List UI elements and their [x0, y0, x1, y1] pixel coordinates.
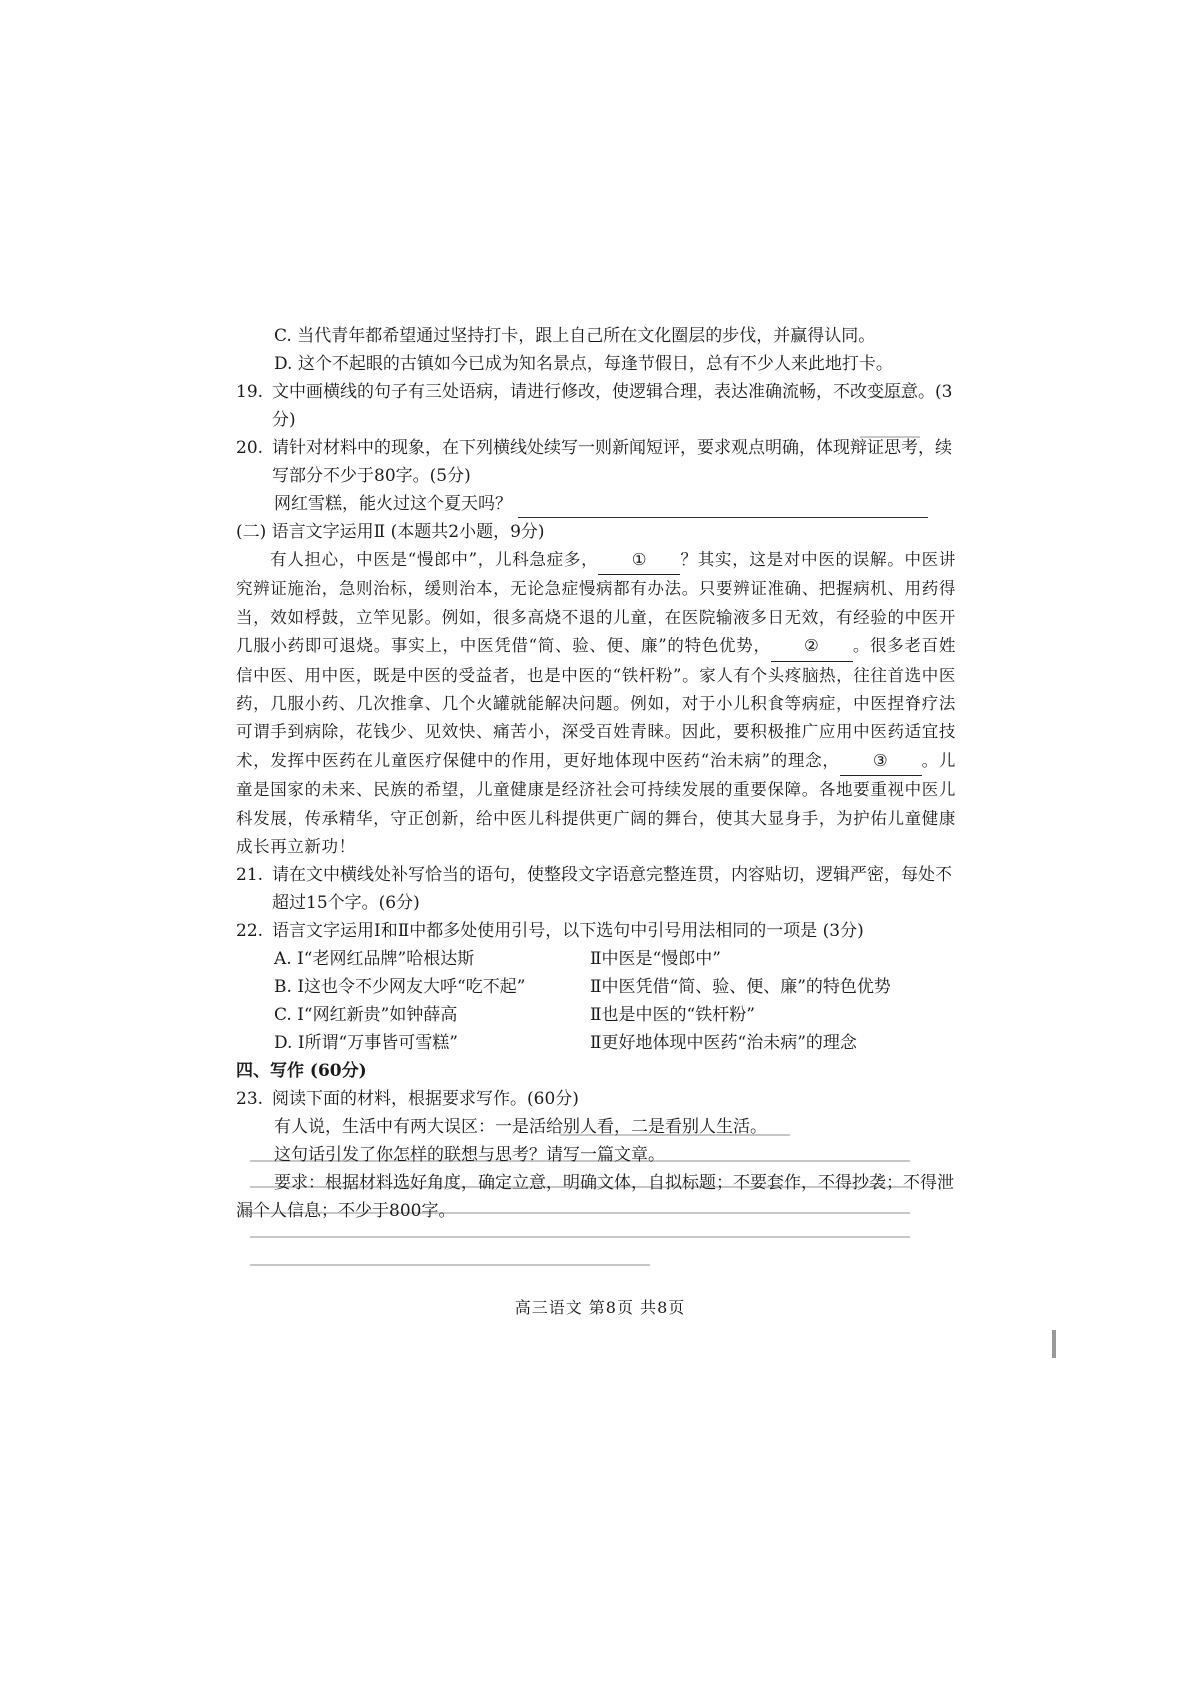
option-letter: C.: [274, 326, 292, 346]
page-footer: 高三语文 第8页 共8页: [514, 1298, 686, 1317]
q22-option-b: [236, 973, 956, 1001]
option-text: 当代青年都希望通过坚持打卡，跟上自己所在文化圈层的步伐，并赢得认同。: [297, 326, 876, 346]
passage-text: 有人担心，中医是“慢郎中”，儿科急症多，: [270, 550, 599, 569]
option-letter: B.: [274, 977, 292, 998]
passage-text: 。很多老百姓信中医、用中医，既是中医的受益者，也是中医的“铁杆粉”。家人有个头疼脑热，往往首选中医药，几服小药、几次推拿、几个火罐就能解决问题。例如，对于小儿积食等病症，中医捏脊疗法可谓手到病除，花钱少、见效快、痛苦小，深受百姓青睐。因此，要积极推广应用中医药适宜技术，发挥中医药在儿童医疗保健中的作用，更好地体现中医药“治未病”的理念，: [236, 636, 956, 770]
option-right: Ⅱ也是中医的“铁杆粉”: [590, 1005, 755, 1026]
requirements-text: 要求：根据材料选好角度，确定立意，明确文体，自拟标题；不要套作，不得抄袭；不得泄漏个人信息；不少于800字。: [236, 1173, 954, 1222]
prompt-text: 这句话引发了你怎样的联想与思考？请写一篇文章。: [274, 1145, 665, 1166]
scan-noise: [1052, 1330, 1056, 1358]
blank-2: ②: [771, 632, 853, 661]
passage-text: ？其实，这是对中医的误解。中医讲究辨证施治，急则治标，缓则治本，无论急症慢病都有办法。只要辨证准确、把握病机、用药得当，效如桴鼓，立竿见影。例如，很多高烧不退的儿童，在医院输液多日无效，有经验的中医开几服小药即可退烧。事实上，中医凭借“简、验、便、廉”的特色优势，: [236, 550, 956, 656]
option-left: Ⅰ“老网红品牌”哈根达斯: [297, 949, 475, 970]
question-20: [236, 434, 956, 490]
reading-passage: [236, 546, 956, 861]
option-left: Ⅰ“网红新贵”如钟薛高: [297, 1005, 458, 1026]
option-left: Ⅰ这也令不少网友大呼“吃不起”: [297, 977, 526, 998]
question-number: 21.: [236, 865, 264, 886]
q18-option-d: [236, 350, 956, 378]
exam-content: [236, 322, 956, 1225]
question-text: 请针对材料中的现象，在下列横线处续写一则新闻短评，要求观点明确，体现辩证思考，续写部分不少于80字。(5分): [272, 438, 952, 486]
option-text: 这个不起眼的古镇如今已成为知名景点，每逢节假日，总有不少人来此地打卡。: [297, 354, 893, 374]
option-right: Ⅱ更好地体现中医药“治未病”的理念: [590, 1033, 857, 1054]
section-4-heading: [236, 1057, 956, 1085]
scan-noise: [250, 1236, 910, 1238]
passage-text: 。儿童是国家的未来、民族的希望，儿童健康是经济社会可持续发展的重要保障。各地要重视中医儿科发展，传承精华，守正创新，给中医儿科提供更广阔的舞台，使其大显身手，为护佑儿童健康成长再立新功！: [236, 750, 956, 857]
option-right: Ⅱ中医是“慢郎中”: [590, 949, 721, 970]
section-heading-text: (二) 语言文字运用Ⅱ (本题共2小题，9分): [236, 522, 545, 542]
q22-option-a: [236, 945, 956, 973]
question-number: 22.: [236, 921, 264, 942]
q18-option-c: [236, 322, 956, 350]
material-text: 有人说，生活中有两大误区：一是活给别人看，二是看别人生活。: [274, 1117, 767, 1138]
question-number: 20.: [236, 438, 264, 458]
q22-option-d: [236, 1029, 956, 1057]
news-comment-line: [236, 490, 956, 518]
question-text: 文中画横线的句子有三处语病，请进行修改，使逻辑合理，表达准确流畅，不改变原意。(3分): [272, 382, 953, 430]
option-letter: A.: [274, 949, 292, 970]
writing-requirements: [236, 1169, 956, 1225]
option-right: Ⅱ中医凭借“简、验、便、廉”的特色优势: [590, 977, 891, 998]
writing-material: [236, 1113, 956, 1141]
question-23: [236, 1085, 956, 1113]
section-heading-text: 四、写作 (60分): [236, 1061, 367, 1082]
writing-prompt: [236, 1141, 956, 1169]
blank-1: ①: [598, 546, 680, 575]
news-lead: 网红雪糕，能火过这个夏天吗？: [274, 494, 512, 514]
question-21: [236, 861, 956, 917]
q22-option-c: [236, 1001, 956, 1029]
question-text: 阅读下面的材料，根据要求写作。(60分): [272, 1089, 579, 1110]
question-number: 23.: [236, 1089, 264, 1110]
scan-noise: [250, 1264, 650, 1266]
question-22: [236, 917, 956, 945]
question-text: 请在文中横线处补写恰当的语句，使整段文字语意完整连贯，内容贴切，逻辑严密，每处不超过15个字。(6分): [272, 865, 952, 914]
option-left: Ⅰ所谓“万事皆可雪糕”: [297, 1033, 458, 1054]
question-number: 19.: [236, 382, 264, 402]
question-19: [236, 378, 956, 434]
answer-blank-line: [518, 499, 928, 518]
option-letter: D.: [274, 354, 293, 374]
option-letter: C.: [274, 1005, 292, 1026]
option-letter: D.: [274, 1033, 293, 1054]
section-2-heading: [236, 518, 956, 546]
blank-3: ③: [840, 747, 922, 776]
question-text: 语言文字运用Ⅰ和Ⅱ中都多处使用引号，以下选句中引号用法相同的一项是 (3分): [272, 921, 864, 942]
